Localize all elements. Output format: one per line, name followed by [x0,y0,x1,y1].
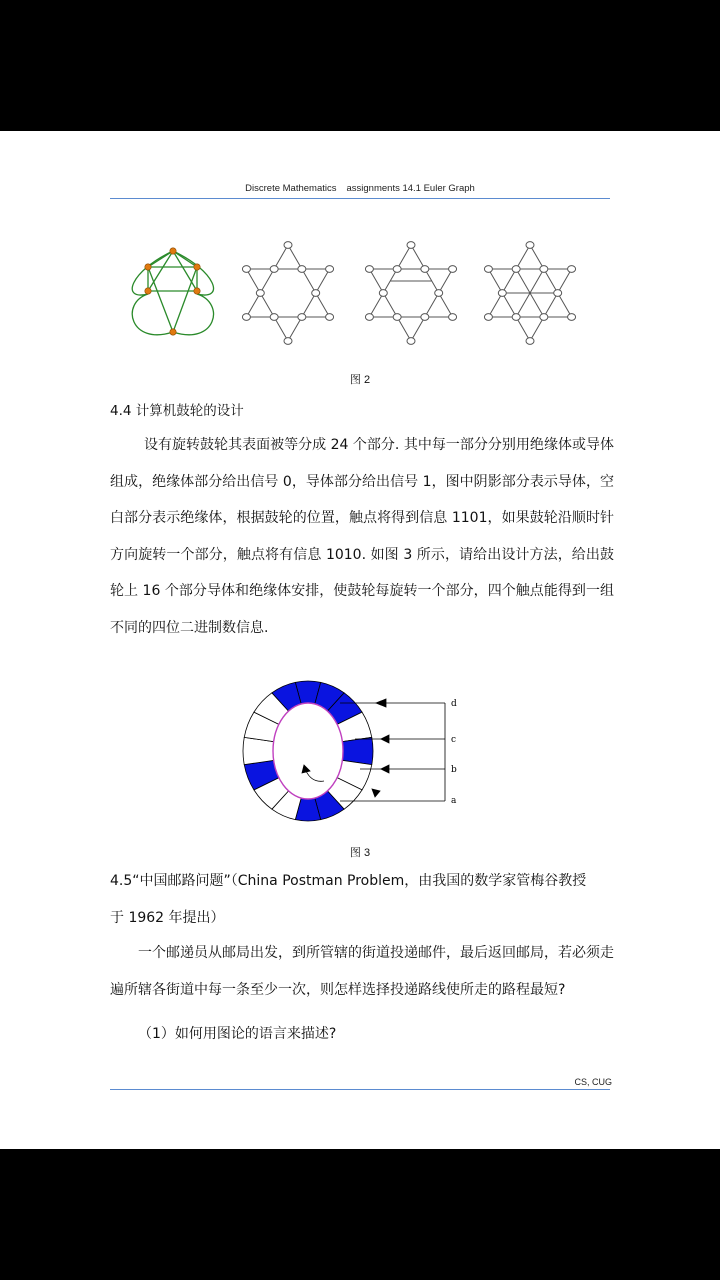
star-vertex [284,338,292,345]
star-vertex [421,314,429,321]
contact-a-label: a [451,796,457,806]
star-triangle [488,245,571,317]
star-vertex [449,314,457,321]
contact-b-label: b [451,765,457,775]
drum-segment-insulator [243,737,274,764]
star-vertex [484,314,492,321]
running-header [0,183,720,194]
footer-rule [110,1089,610,1090]
star-triangle [246,269,329,341]
section-4-5-question-1: （1）如何用图论的语言来描述? [138,1026,337,1042]
star-vertex [284,242,292,249]
star-vertex [540,266,548,273]
star-vertex [449,266,457,273]
header-assignment: assignments 14.1 Euler Graph [346,183,475,194]
star-vertex [326,314,334,321]
contact-d-label: d [451,699,457,709]
star-vertex [568,266,576,273]
drum-segment-conductor [342,737,373,764]
star-vertex [435,290,443,297]
figure-2-star-graphs [242,242,575,345]
star-vertex [568,314,576,321]
star-vertex [270,314,278,321]
star-vertex [242,266,250,273]
star-vertex [256,290,264,297]
star-vertex [407,338,415,345]
figure-3-drum [240,661,480,826]
star-vertex [326,266,334,273]
header-course: Discrete Mathematics [245,183,337,194]
section-4-5-paragraph: 一个邮递员从邮局出发，到所管辖的街道投递邮件，最后返回邮局，若必须走遍所辖各街道中每一条至少一次，则怎样选择投递路线使所走的路程最短? [110,945,614,998]
star-vertex [298,314,306,321]
star-vertex [365,314,373,321]
star-vertex [498,290,506,297]
footer-text: CS, CUG [574,1077,612,1087]
star-vertex [484,266,492,273]
star-triangle [246,245,329,317]
star-vertex [407,242,415,249]
drum-inner-ring [273,703,343,799]
document-page [0,131,720,1149]
star-vertex [526,338,534,345]
header-rule [110,198,610,199]
star-vertex [512,266,520,273]
section-4-5-heading-line2: 于 1962 年提出） [110,910,225,926]
star-vertex [365,266,373,273]
star-vertex [421,266,429,273]
figure-3-caption: 图 3 [349,847,371,859]
star-vertex [540,314,548,321]
star-vertex [554,290,562,297]
contact-c-label: c [451,735,457,745]
star-vertex [512,314,520,321]
star-triangle [488,269,571,341]
star-triangle [369,269,452,341]
star-vertex [379,290,387,297]
star-vertex [526,242,534,249]
section-4-5-heading-line1: 4.5“中国邮路问题”（China Postman Problem，由我国的数学家管梅谷教授 [110,873,587,889]
figure-2-green-graph [132,251,213,335]
section-4-4-paragraph: 设有旋转鼓轮其表面被等分成 24 个部分. 其中每一部分分别用绝缘体或导体组成，绝缘体部分给出信号 0，导体部分给出信号 1，图中阴影部分表示导体，空白部分表示绝缘体，根据鼓轮的位置，触点将得到信息 1101，如果鼓轮沿顺时针方向旋转一个部分，触点将有信息 1010. 如图 3 所示，请给出设计方法，给出鼓轮上 16 个部分导体和绝缘体安排，使鼓轮每旋转一个部分，四个触点能得到一组不同的四位二进制数信息. [110,437,614,636]
section-4-4-heading: 4.4 计算机鼓轮的设计 [110,403,244,419]
figure-2-caption: 图 2 [349,374,371,386]
star-vertex [393,266,401,273]
star-vertex [393,314,401,321]
figure-2 [0,231,720,361]
star-vertex [312,290,320,297]
star-vertex [270,266,278,273]
star-vertex [298,266,306,273]
star-vertex [242,314,250,321]
